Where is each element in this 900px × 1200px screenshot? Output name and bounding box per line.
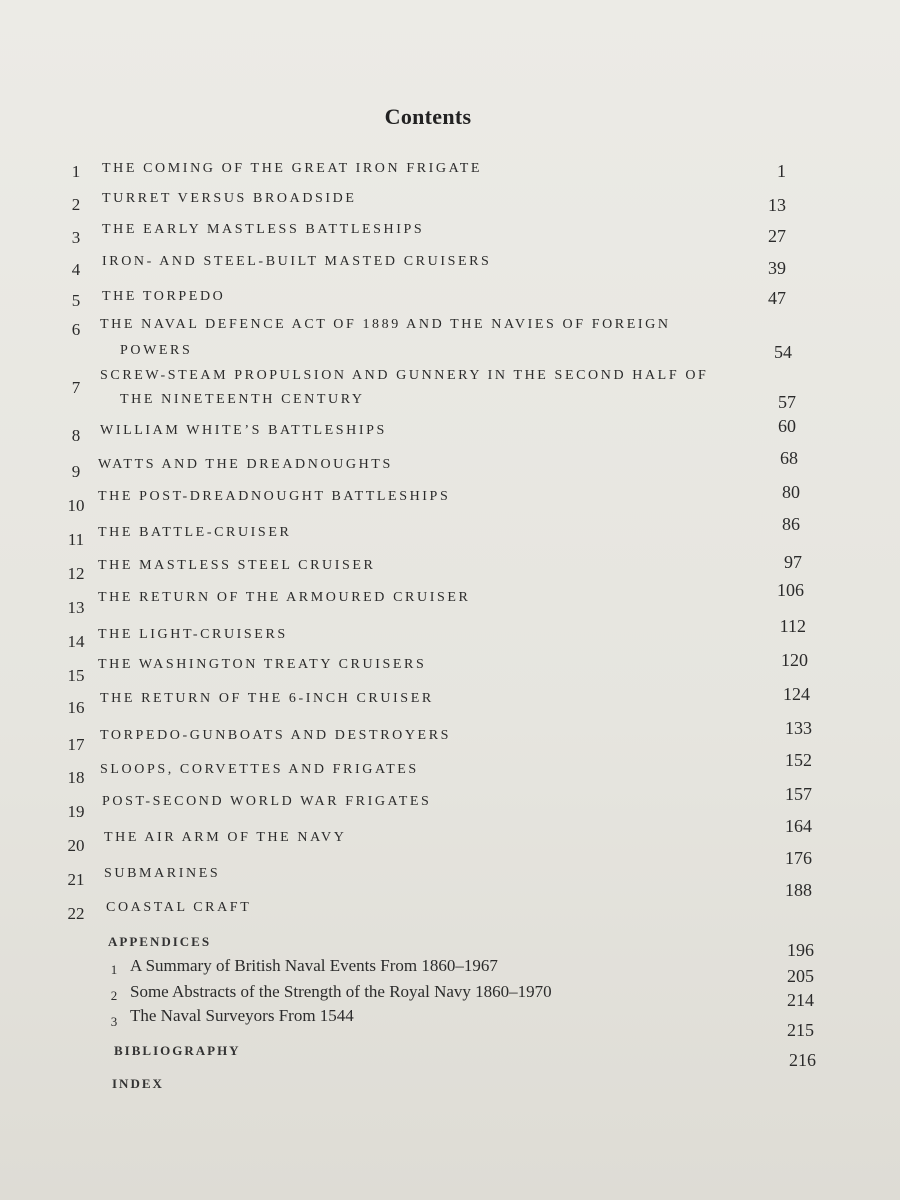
chapter-number: 22 [67,904,85,923]
chapter-number: 10 [67,496,85,515]
chapter-page: 54 [774,342,792,362]
page-title: Contents [384,104,472,129]
chapter-number: 6 [71,320,81,339]
chapter-page: 106 [777,580,804,600]
chapter-number: 9 [71,462,81,481]
appendix-page: 205 [787,966,814,986]
chapter-title: TORPEDO-GUNBOATS AND DESTROYERS [100,728,452,743]
chapter-page: 27 [768,226,786,246]
appendix-title: The Naval Surveyors From 1544 [130,1006,354,1025]
appendix-number: 2 [110,988,118,1003]
bibliography-page: 215 [787,1020,814,1040]
chapter-number: 7 [71,378,81,397]
chapter-title: SCREW-STEAM PROPULSION AND GUNNERY IN THE SECOND HALF OF [100,368,709,383]
chapter-page: 112 [779,616,806,636]
chapter-title: WILLIAM WHITE’S BATTLESHIPS [100,423,387,438]
chapter-title: SUBMARINES [104,866,221,881]
chapter-title: THE RETURN OF THE 6-INCH CRUISER [100,691,434,706]
chapter-page: 164 [785,816,812,836]
chapter-page: 124 [783,684,810,704]
chapter-page: 157 [785,784,812,804]
chapter-page: 120 [781,650,808,670]
chapter-number: 11 [67,530,85,549]
chapter-number: 15 [67,666,85,685]
chapter-number: 2 [71,195,81,214]
chapter-number: 21 [67,870,85,889]
chapter-number: 8 [71,426,81,445]
appendix-title: Some Abstracts of the Strength of the Royal Navy 1860–1970 [130,982,552,1001]
appendix-page: 196 [787,940,814,960]
chapter-title: POST-SECOND WORLD WAR FRIGATES [102,794,432,809]
chapter-number: 19 [67,802,85,821]
chapter-title: THE BATTLE-CRUISER [98,525,292,540]
chapter-title: THE WASHINGTON TREATY CRUISERS [98,657,427,672]
appendix-title: A Summary of British Naval Events From 1860–1967 [130,956,498,975]
chapter-page: 39 [768,258,786,278]
chapter-number: 5 [71,291,81,310]
chapter-title: THE AIR ARM OF THE NAVY [104,830,347,845]
chapter-number: 20 [67,836,85,855]
chapter-title: THE TORPEDO [102,289,226,304]
appendix-number: 3 [110,1014,118,1029]
chapter-number: 13 [67,598,85,617]
chapter-page: 80 [782,482,800,502]
chapter-page: 13 [768,195,786,215]
chapter-title: TURRET VERSUS BROADSIDE [102,191,357,206]
chapter-title: THE MASTLESS STEEL CRUISER [98,558,376,573]
chapter-page: 1 [777,161,786,181]
chapter-page: 47 [768,288,786,308]
chapter-page: 57 [778,392,796,412]
chapter-title-continued: THE NINETEENTH CENTURY [120,392,365,407]
chapter-page: 60 [778,416,796,436]
chapter-number: 12 [67,564,85,583]
chapter-page: 86 [782,514,800,534]
chapter-number: 3 [71,228,81,247]
chapter-number: 18 [67,768,85,787]
chapter-title: COASTAL CRAFT [106,900,252,915]
chapter-title-continued: POWERS [120,343,193,358]
index-label: INDEX [112,1076,164,1091]
chapter-page: 152 [785,750,812,770]
chapter-number: 14 [67,632,85,651]
chapter-page: 176 [785,848,812,868]
chapter-number: 1 [71,162,81,181]
chapter-number: 16 [67,698,85,717]
chapter-number: 4 [71,260,81,279]
appendices-heading: APPENDICES [108,934,212,949]
chapter-title: SLOOPS, CORVETTES AND FRIGATES [100,762,419,777]
chapter-page: 68 [780,448,798,468]
chapter-page: 133 [785,718,812,738]
appendix-page: 214 [787,990,814,1010]
chapter-title: THE NAVAL DEFENCE ACT OF 1889 AND THE NAVIES OF FOREIGN [100,317,671,332]
chapter-title: THE POST-DREADNOUGHT BATTLESHIPS [98,489,451,504]
chapter-title: THE COMING OF THE GREAT IRON FRIGATE [102,161,483,176]
bibliography-label: BIBLIOGRAPHY [114,1043,241,1058]
index-page: 216 [789,1050,816,1070]
chapter-page: 97 [784,552,802,572]
chapter-title: THE LIGHT-CRUISERS [98,627,288,642]
chapter-number: 17 [67,735,85,754]
chapter-page: 188 [785,880,812,900]
appendix-number: 1 [110,962,118,977]
chapter-title: THE EARLY MASTLESS BATTLESHIPS [102,222,425,237]
chapter-title: WATTS AND THE DREADNOUGHTS [98,457,393,472]
chapter-title: THE RETURN OF THE ARMOURED CRUISER [98,590,471,605]
chapter-title: IRON- AND STEEL-BUILT MASTED CRUISERS [102,254,492,269]
